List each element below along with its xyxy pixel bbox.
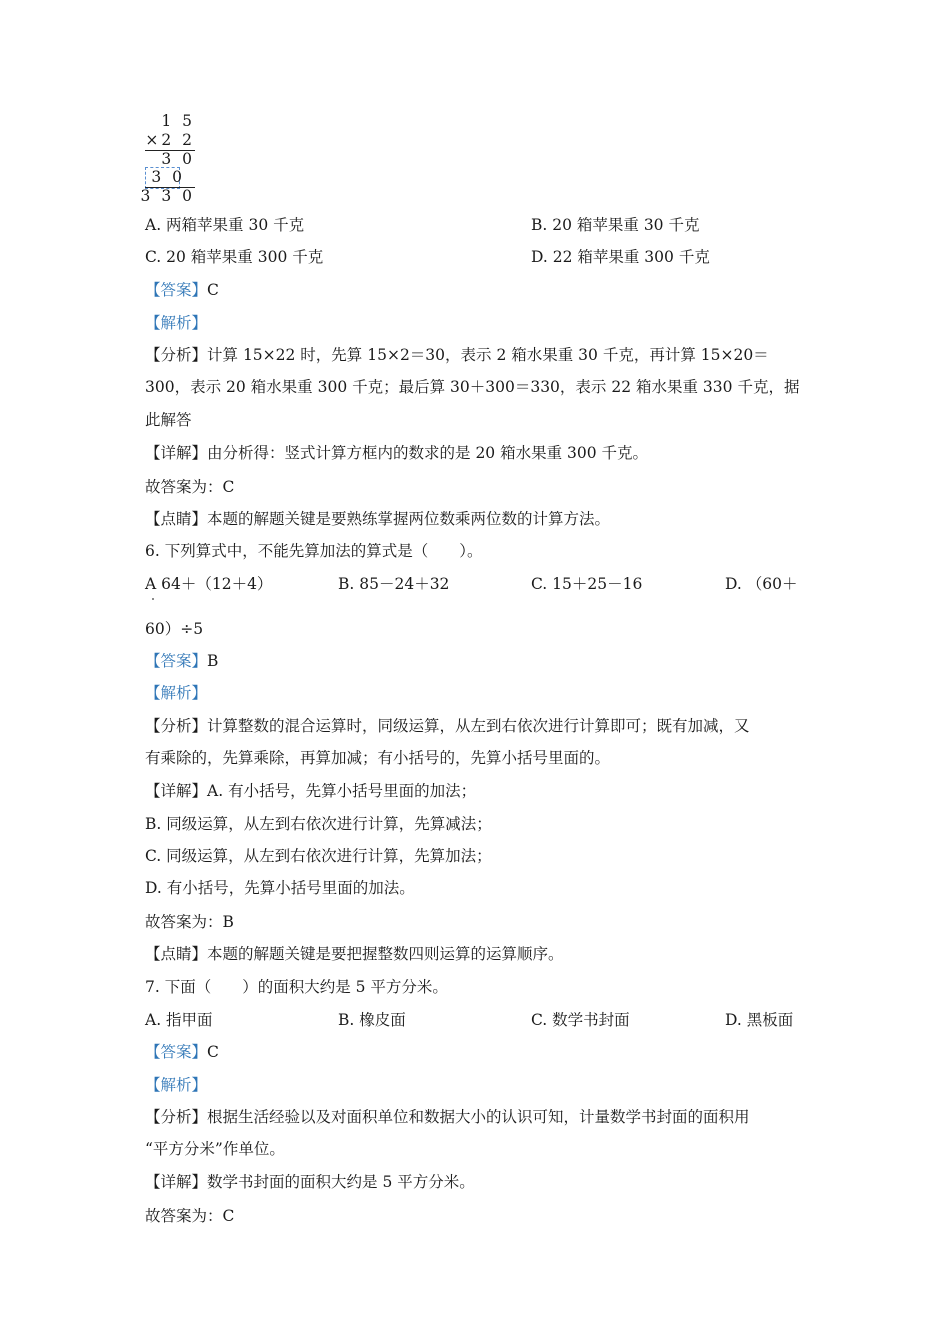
q5-option-a: A. 两箱苹果重 30 千克 bbox=[145, 216, 305, 234]
answer-tag: 【答案】 bbox=[145, 652, 208, 670]
bullet-dot bbox=[152, 598, 154, 600]
q5-answer bbox=[145, 280, 219, 300]
q7-answer bbox=[145, 1042, 219, 1062]
xiangjie-tag: 【详解】 bbox=[145, 444, 208, 462]
fenxi-tag: 【分析】 bbox=[145, 717, 208, 735]
fenxi-text: 计算整数的混合运算时，同级运算，从左到右依次进行计算即可；既有加减，又 bbox=[207, 717, 750, 735]
q7-option-b: B. 橡皮面 bbox=[338, 1011, 406, 1029]
q6-conclusion: 故答案为：B bbox=[145, 913, 234, 931]
dianjing-tag: 【点睛】 bbox=[145, 510, 208, 528]
q6-xiangjie-2: B. 同级运算，从左到右依次进行计算，先算减法； bbox=[145, 815, 492, 833]
q6-xiangjie-1 bbox=[145, 781, 476, 801]
q6-analysis-heading bbox=[145, 683, 207, 703]
q7-fenxi-2: “平方分米”作单位。 bbox=[145, 1140, 285, 1158]
q7-question: 7. 下面（ ）的面积大约是 5 平方分米。 bbox=[145, 978, 448, 996]
dianjing-text: 本题的解题关键是要熟练掌握两位数乘两位数的计算方法。 bbox=[207, 510, 611, 528]
q6-question: 6. 下列算式中，不能先算加法的算式是（ ）。 bbox=[145, 542, 483, 560]
xiangjie-text: 数学书封面的面积大约是 5 平方分米。 bbox=[207, 1173, 475, 1191]
dianjing-tag: 【点睛】 bbox=[145, 945, 208, 963]
answer-value: C bbox=[207, 1043, 219, 1061]
fenxi-tag: 【分析】 bbox=[145, 1108, 208, 1126]
xiangjie-text: A. 有小括号，先算小括号里面的加法； bbox=[207, 782, 477, 800]
q5-fenxi-3: 此解答 bbox=[145, 411, 192, 429]
answer-value: C bbox=[207, 281, 219, 299]
q6-xiangjie-4: D. 有小括号，先算小括号里面的加法。 bbox=[145, 879, 415, 897]
calc-row-5: 3 3 0 bbox=[140, 187, 195, 205]
q7-xiangjie bbox=[145, 1172, 475, 1192]
analysis-tag: 【解析】 bbox=[145, 1076, 208, 1094]
analysis-tag: 【解析】 bbox=[145, 314, 208, 332]
q5-dianjing bbox=[145, 509, 610, 529]
fenxi-text: 计算 15×22 时，先算 15×2＝30，表示 2 箱水果重 30 千克，再计算 15×20＝ bbox=[207, 346, 769, 364]
answer-value: B bbox=[207, 652, 219, 670]
analysis-tag: 【解析】 bbox=[145, 684, 208, 702]
q7-conclusion: 故答案为：C bbox=[145, 1207, 235, 1225]
q7-option-d: D. 黑板面 bbox=[725, 1011, 794, 1029]
calc-row-1: 1 5 bbox=[161, 112, 195, 130]
q5-xiangjie bbox=[145, 443, 648, 463]
calc-row-4: 3 0 bbox=[151, 168, 185, 186]
q6-answer bbox=[145, 651, 218, 671]
q5-fenxi-2: 300，表示 20 箱水果重 300 千克；最后算 30＋300＝330，表示 22 箱水果重 330 千克，据 bbox=[145, 378, 800, 396]
xiangjie-tag: 【详解】 bbox=[145, 782, 208, 800]
calc-row-2: ×2 2 bbox=[145, 131, 195, 149]
q7-fenxi-1 bbox=[145, 1107, 750, 1127]
q6-fenxi-2: 有乘除的，先算乘除，再算加减；有小括号的，先算小括号里面的。 bbox=[145, 749, 611, 767]
q7-analysis-heading bbox=[145, 1075, 207, 1095]
answer-tag: 【答案】 bbox=[145, 1043, 208, 1061]
q6-option-a: A 64＋（12＋4） bbox=[145, 575, 273, 593]
xiangjie-text: 由分析得：竖式计算方框内的数求的是 20 箱水果重 300 千克。 bbox=[207, 444, 649, 462]
answer-tag: 【答案】 bbox=[145, 281, 208, 299]
q6-xiangjie-3: C. 同级运算，从左到右依次进行计算，先算加法； bbox=[145, 847, 492, 865]
q6-fenxi-1 bbox=[145, 716, 750, 736]
fenxi-tag: 【分析】 bbox=[145, 346, 208, 364]
q5-conclusion: 故答案为：C bbox=[145, 478, 235, 496]
q5-fenxi-1 bbox=[145, 345, 769, 365]
q5-option-d: D. 22 箱苹果重 300 千克 bbox=[531, 248, 710, 266]
q6-option-c: C. 15＋25－16 bbox=[531, 575, 643, 593]
q6-dianjing bbox=[145, 944, 564, 964]
q5-option-b: B. 20 箱苹果重 30 千克 bbox=[531, 216, 700, 234]
calc-row-3: 3 0 bbox=[161, 150, 195, 168]
xiangjie-tag: 【详解】 bbox=[145, 1173, 208, 1191]
q7-option-c: C. 数学书封面 bbox=[531, 1011, 630, 1029]
q6-option-b: B. 85－24＋32 bbox=[338, 575, 450, 593]
q6-option-d: D. （60＋ bbox=[725, 575, 798, 593]
q5-option-c: C. 20 箱苹果重 300 千克 bbox=[145, 248, 324, 266]
q7-option-a: A. 指甲面 bbox=[145, 1011, 213, 1029]
q5-analysis-heading bbox=[145, 313, 207, 333]
vertical-calculation bbox=[140, 112, 205, 207]
fenxi-text: 根据生活经验以及对面积单位和数据大小的认识可知，计量数学书封面的面积用 bbox=[207, 1108, 750, 1126]
dianjing-text: 本题的解题关键是要把握整数四则运算的运算顺序。 bbox=[207, 945, 564, 963]
q6-option-d-cont: 60）÷5 bbox=[145, 620, 204, 638]
